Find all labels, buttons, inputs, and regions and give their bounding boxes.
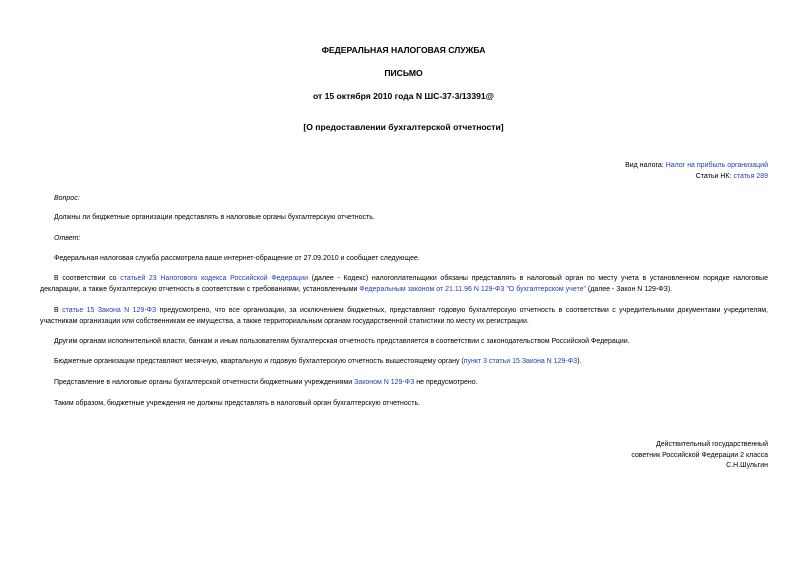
agency-title: ФЕДЕРАЛЬНАЯ НАЛОГОВАЯ СЛУЖБА xyxy=(321,45,486,55)
signature-title-line-2: советник Российской Федерации 2 класса xyxy=(631,451,768,459)
paragraph-text: (далее - Кодекс) налогоплательщики обязаны представлять в налоговый орган по месту учета в установленном порядке налоговые декларации, а также бухгалтерскую отчетность в соответствии с требованиями, установленными xyxy=(40,275,768,293)
signature-block xyxy=(631,440,768,472)
answer-paragraph-1: Федеральная налоговая служба рассмотрела ваше интернет-обращение от 27.09.2010 и сообщает следующее. xyxy=(54,255,420,262)
tax-article-line xyxy=(696,173,768,180)
document-type: ПИСЬМО xyxy=(384,68,423,78)
answer-paragraph-6 xyxy=(40,378,768,389)
paragraph-text: В xyxy=(54,307,63,314)
paragraph-text: ). xyxy=(577,358,582,365)
answer-label: Ответ: xyxy=(54,235,81,242)
answer-paragraph-4: Другим органам исполнительной власти, банкам и иным пользователям бухгалтерская отчетность представляется в соответствии с законодательством Российской Федерации. xyxy=(54,338,630,345)
answer-paragraph-2 xyxy=(40,274,768,295)
law-129-link[interactable]: Законом N 129-ФЗ xyxy=(354,379,415,386)
law-129-article-15-item-3-link[interactable]: пункт 3 статьи 15 Закона N 129-ФЗ xyxy=(463,358,578,365)
tax-article-label: Статьи НК: xyxy=(695,173,734,180)
tax-type-link[interactable]: Налог на прибыль организаций xyxy=(665,162,768,169)
paragraph-text: предусмотрено, что все организации, за исключением бюджетных, представляют годовую бухгалтерскую отчетность в соответствии с учредительными документами учредителям, участникам организации или собственникам ее имущества, а также территориальным органам государственной статистики по месту их регистрации. xyxy=(40,307,768,325)
tax-code-article-23-link[interactable]: статьей 23 Налогового кодекса Российской Федерации xyxy=(120,275,308,282)
paragraph-text: В соответствии со xyxy=(54,275,121,282)
paragraph-text: Представление в налоговые органы бухгалтерской отчетности бюджетными учреждениями xyxy=(54,379,355,386)
law-129-article-15-link[interactable]: статье 15 Закона N 129-ФЗ xyxy=(62,307,157,314)
answer-paragraph-5 xyxy=(40,357,768,368)
paragraph-text: Бюджетные организации представляют месячную, квартальную и годовую бухгалтерскую отчетность вышестоящему органу ( xyxy=(54,358,464,365)
paragraph-text: не предусмотрено. xyxy=(414,379,478,386)
tax-type-label: Вид налога: xyxy=(625,162,666,169)
answer-paragraph-7: Таким образом, бюджетные учреждения не должны представлять в налоговый орган бухгалтерскую отчетность. xyxy=(54,400,421,407)
question-text: Должны ли бюджетные организации представлять в налоговые органы бухгалтерскую отчетность. xyxy=(54,214,375,221)
question-label: Вопрос: xyxy=(54,195,80,202)
signature-title-line-1: Действительный государственный xyxy=(656,441,768,448)
document-subject: [О предоставлении бухгалтерской отчетности] xyxy=(303,122,504,132)
signature-name: С.Н.Шульгин xyxy=(726,462,768,469)
answer-paragraph-3 xyxy=(40,306,768,327)
tax-type-line xyxy=(625,162,768,169)
federal-law-129-link[interactable]: Федеральным законом от 21.11.96 N 129-ФЗ "О бухгалтерском учете" xyxy=(359,285,586,293)
paragraph-text: (далее - Закон N 129-ФЗ). xyxy=(585,285,673,293)
tax-article-link[interactable]: статья 289 xyxy=(733,173,768,180)
document-date-number: от 15 октября 2010 года N ШС-37-3/13391@ xyxy=(312,91,495,101)
